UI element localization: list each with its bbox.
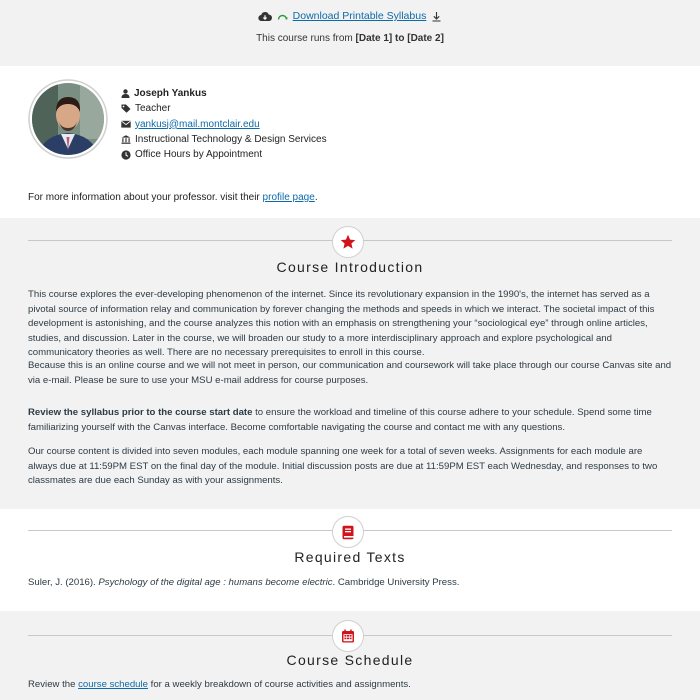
section-title: Required Texts	[294, 549, 406, 565]
end-date: [Date 2]	[407, 33, 444, 44]
clock-icon	[121, 150, 131, 160]
professor-name: Joseph Yankus	[134, 88, 207, 99]
text-citation: Suler, J. (2016). Psychology of the digital age : humans become electric. Cambridge University Press.	[28, 577, 460, 588]
book-icon	[341, 525, 355, 540]
start-date: [Date 1]	[355, 33, 393, 44]
course-schedule-link[interactable]: course schedule	[78, 679, 148, 690]
schedule-text: Review the course schedule for a weekly breakdown of course activities and assignments.	[28, 679, 411, 690]
professor-office-hours: Office Hours by Appointment	[135, 149, 263, 161]
course-schedule-section	[0, 611, 700, 700]
syllabus-header	[0, 0, 700, 66]
professor-email-row	[121, 117, 327, 132]
section-badge	[332, 620, 364, 652]
envelope-icon	[121, 120, 131, 128]
profile-page-link[interactable]: profile page	[262, 192, 315, 203]
section-badge	[332, 226, 364, 258]
intro-paragraph-1: This course explores the ever-developing phenomenon of the internet. Since its revolutionary expansion in the 1990's, the internet has served as a pivotal source of information relay and communication by forever changing the methods and speeds in which we interact. The societal impact of this development is astonishing, and the course analyzes this notion with an emphasis on strengthening your “sociological eye” through online articles, studies, and discussion. Later in the course, we will broaden our study to a more interdisciplinary approach and explore psychological and communicatory theories as well. There are no necessary prerequisites to enroll in this course.	[28, 289, 655, 359]
calendar-icon	[341, 629, 355, 643]
intro-paragraph-4: Our course content is divided into seven modules, each module spanning one week for a total of seven weeks. Assignments for each module are always due at 11:59PM EST on the final day of the module. Initial discussion posts are due at 11:59PM EST each Wednesday, and responses to two classmates are due each Sunday as with your assignments.	[28, 446, 658, 487]
intro-paragraph-2: Because this is an online course and we will not meet in person, our communication and coursework will take place through our course Canvas site and via e-mail. Please be sure to use your MSU e-mail address for course purposes.	[28, 360, 672, 386]
book-title: Psychology of the digital age : humans become electric	[98, 577, 333, 588]
section-title: Course Schedule	[286, 652, 414, 668]
intro-paragraph-3: Review the syllabus prior to the course start date to ensure the workload and timeline of this course adhere to your schedule. Spend some time familiarizing yourself with the Canvas interface. Become comfortable navigating the course and contact me with any questions.	[28, 407, 652, 433]
tag-icon	[121, 104, 131, 113]
professor-more-info: For more information about your professor. visit their profile page.	[28, 192, 318, 203]
download-syllabus-link[interactable]: Download Printable Syllabus	[292, 10, 427, 22]
professor-department: Instructional Technology & Design Services	[135, 133, 327, 145]
course-introduction-section	[0, 218, 700, 509]
course-dates: This course runs from [Date 1] to [Date 2]	[256, 33, 444, 44]
professor-office-hours-row	[121, 147, 327, 162]
section-title: Course Introduction	[276, 259, 424, 275]
professor-details	[121, 86, 327, 162]
section-badge	[332, 516, 364, 548]
star-icon	[340, 234, 356, 250]
download-row	[0, 10, 700, 22]
professor-role-row	[121, 101, 327, 116]
refresh-icon	[277, 12, 288, 21]
professor-name-row	[121, 86, 327, 101]
institution-icon	[121, 135, 131, 144]
professor-email-link[interactable]: yankusj@mail.montclair.edu	[135, 118, 260, 130]
professor-role: Teacher	[135, 103, 171, 115]
professor-avatar	[28, 79, 108, 159]
professor-department-row	[121, 132, 327, 147]
cloud-download-icon	[258, 11, 272, 22]
required-texts-section	[0, 509, 700, 611]
download-arrow-icon	[431, 11, 442, 22]
user-icon	[121, 89, 130, 98]
